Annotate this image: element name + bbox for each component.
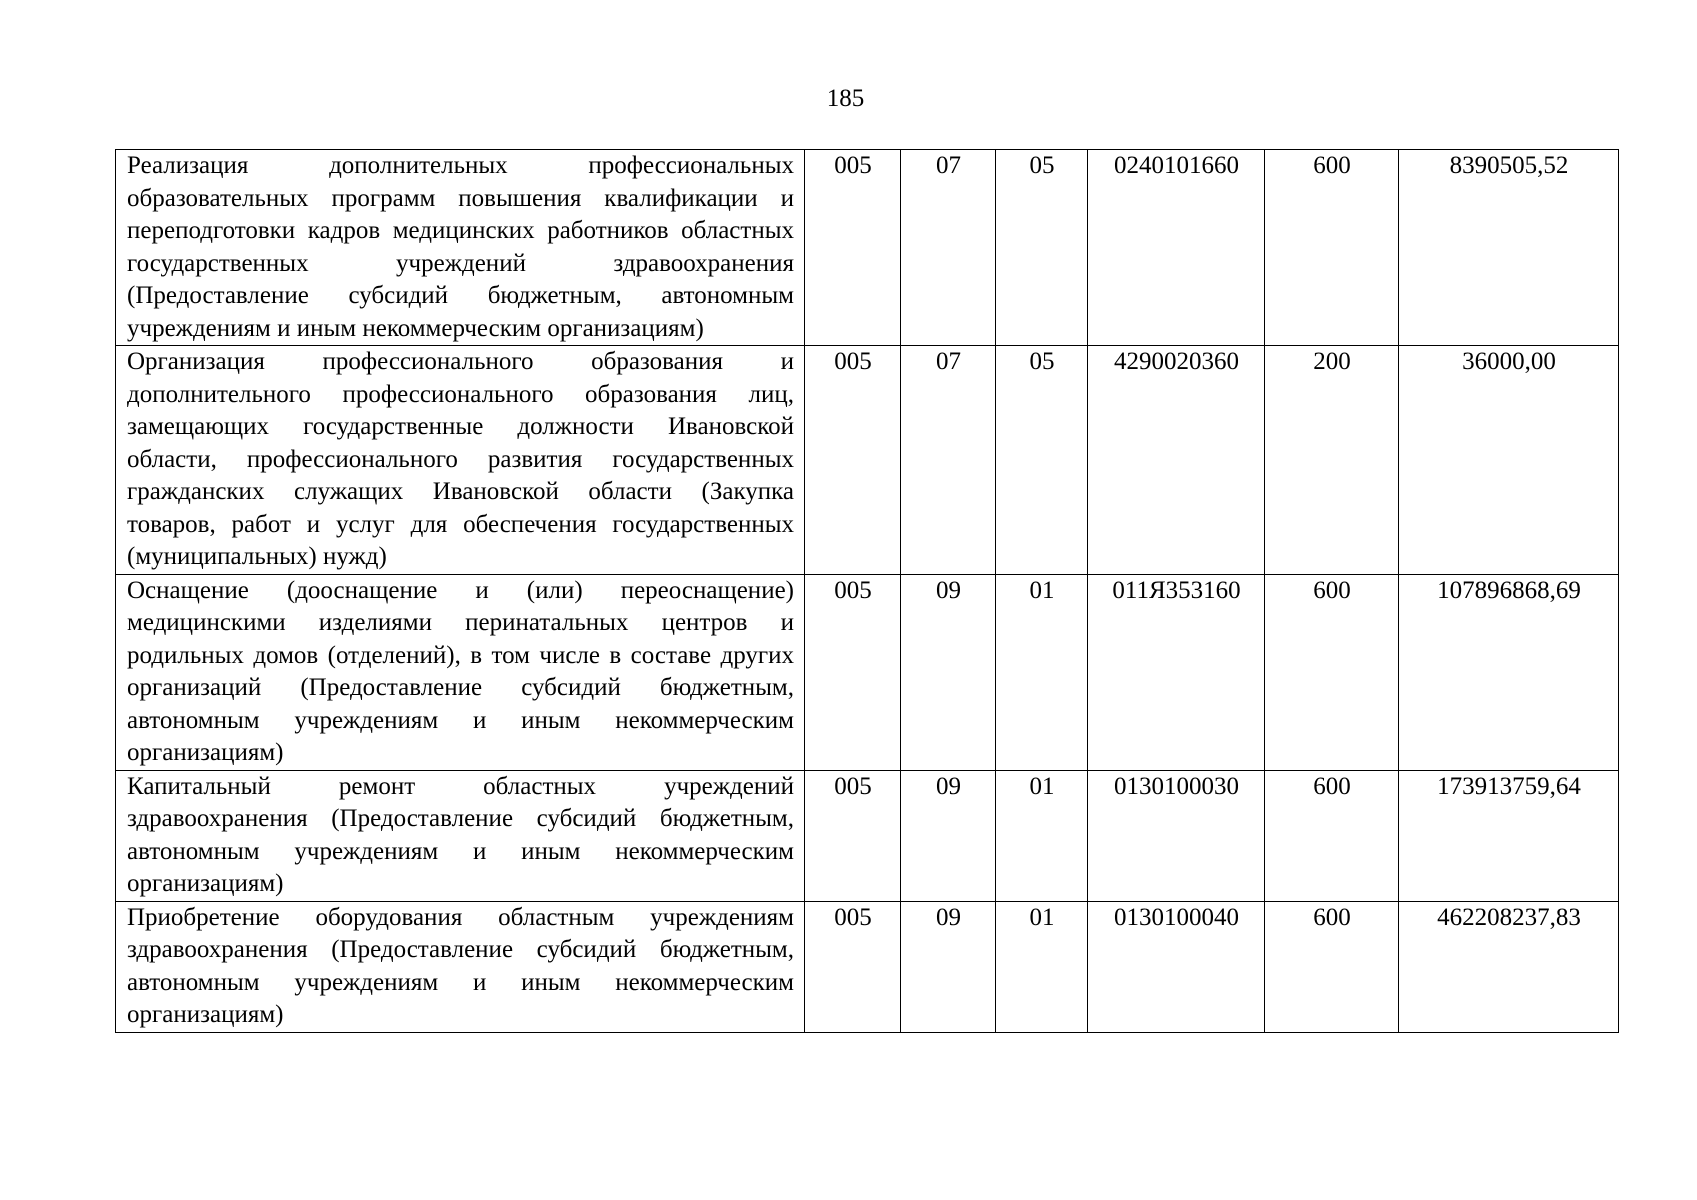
row-grbs-code: 005 xyxy=(805,574,901,770)
page-number-text: 185 xyxy=(826,85,865,112)
row-section-code: 09 xyxy=(901,770,996,901)
table-row xyxy=(116,770,1619,901)
row-grbs-code: 005 xyxy=(805,150,901,346)
row-grbs-code: 005 xyxy=(805,901,901,1032)
row-grbs-code: 005 xyxy=(805,770,901,901)
row-expense-type-code: 600 xyxy=(1265,901,1399,1032)
row-section-code: 07 xyxy=(901,150,996,346)
row-subsection-code: 01 xyxy=(996,574,1088,770)
row-subsection-code: 01 xyxy=(996,901,1088,1032)
row-subsection-code: 05 xyxy=(996,150,1088,346)
row-section-code: 09 xyxy=(901,901,996,1032)
row-target-article-code: 011Я353160 xyxy=(1088,574,1265,770)
row-amount: 173913759,64 xyxy=(1399,770,1619,901)
row-target-article-code: 0130100030 xyxy=(1088,770,1265,901)
row-description: Организация профессионального образования и дополнительного профессионального образования лиц, замещающих государственные должности Ивановской области, профессионального развития государственных гражданских служащих Ивановской области (Закупка товаров, работ и услуг для обеспечения государственных (муниципальных) нужд) xyxy=(116,346,805,575)
row-expense-type-code: 600 xyxy=(1265,574,1399,770)
row-description: Оснащение (дооснащение и (или) переоснащение) медицинскими изделиями перинатальных центров и родильных домов (отделений), в том числе в составе других организаций (Предоставление субсидий бюджетным, автономным учреждениям и иным некоммерческим организациям) xyxy=(116,574,805,770)
row-description: Реализация дополнительных профессиональных образовательных программ повышения квалификации и переподготовки кадров медицинских работников областных государственных учреждений здравоохранения (Предоставление субсидий бюджетным, автономным учреждениям и иным некоммерческим организациям) xyxy=(116,150,805,346)
page-number xyxy=(0,84,1697,114)
row-description: Приобретение оборудования областным учреждениям здравоохранения (Предоставление субсидий бюджетным, автономным учреждениям и иным некоммерческим организациям) xyxy=(116,901,805,1032)
row-subsection-code: 05 xyxy=(996,346,1088,575)
row-amount: 36000,00 xyxy=(1399,346,1619,575)
row-description: Капитальный ремонт областных учреждений здравоохранения (Предоставление субсидий бюджетным, автономным учреждениям и иным некоммерческим организациям) xyxy=(116,770,805,901)
row-section-code: 07 xyxy=(901,346,996,575)
row-expense-type-code: 200 xyxy=(1265,346,1399,575)
row-target-article-code: 0130100040 xyxy=(1088,901,1265,1032)
row-expense-type-code: 600 xyxy=(1265,150,1399,346)
row-target-article-code: 0240101660 xyxy=(1088,150,1265,346)
row-section-code: 09 xyxy=(901,574,996,770)
table-row xyxy=(116,901,1619,1032)
row-amount: 462208237,83 xyxy=(1399,901,1619,1032)
budget-table xyxy=(115,149,1619,1033)
row-subsection-code: 01 xyxy=(996,770,1088,901)
table-row xyxy=(116,150,1619,346)
row-expense-type-code: 600 xyxy=(1265,770,1399,901)
row-amount: 8390505,52 xyxy=(1399,150,1619,346)
row-amount: 107896868,69 xyxy=(1399,574,1619,770)
row-grbs-code: 005 xyxy=(805,346,901,575)
table-row xyxy=(116,346,1619,575)
table-row xyxy=(116,574,1619,770)
row-target-article-code: 4290020360 xyxy=(1088,346,1265,575)
